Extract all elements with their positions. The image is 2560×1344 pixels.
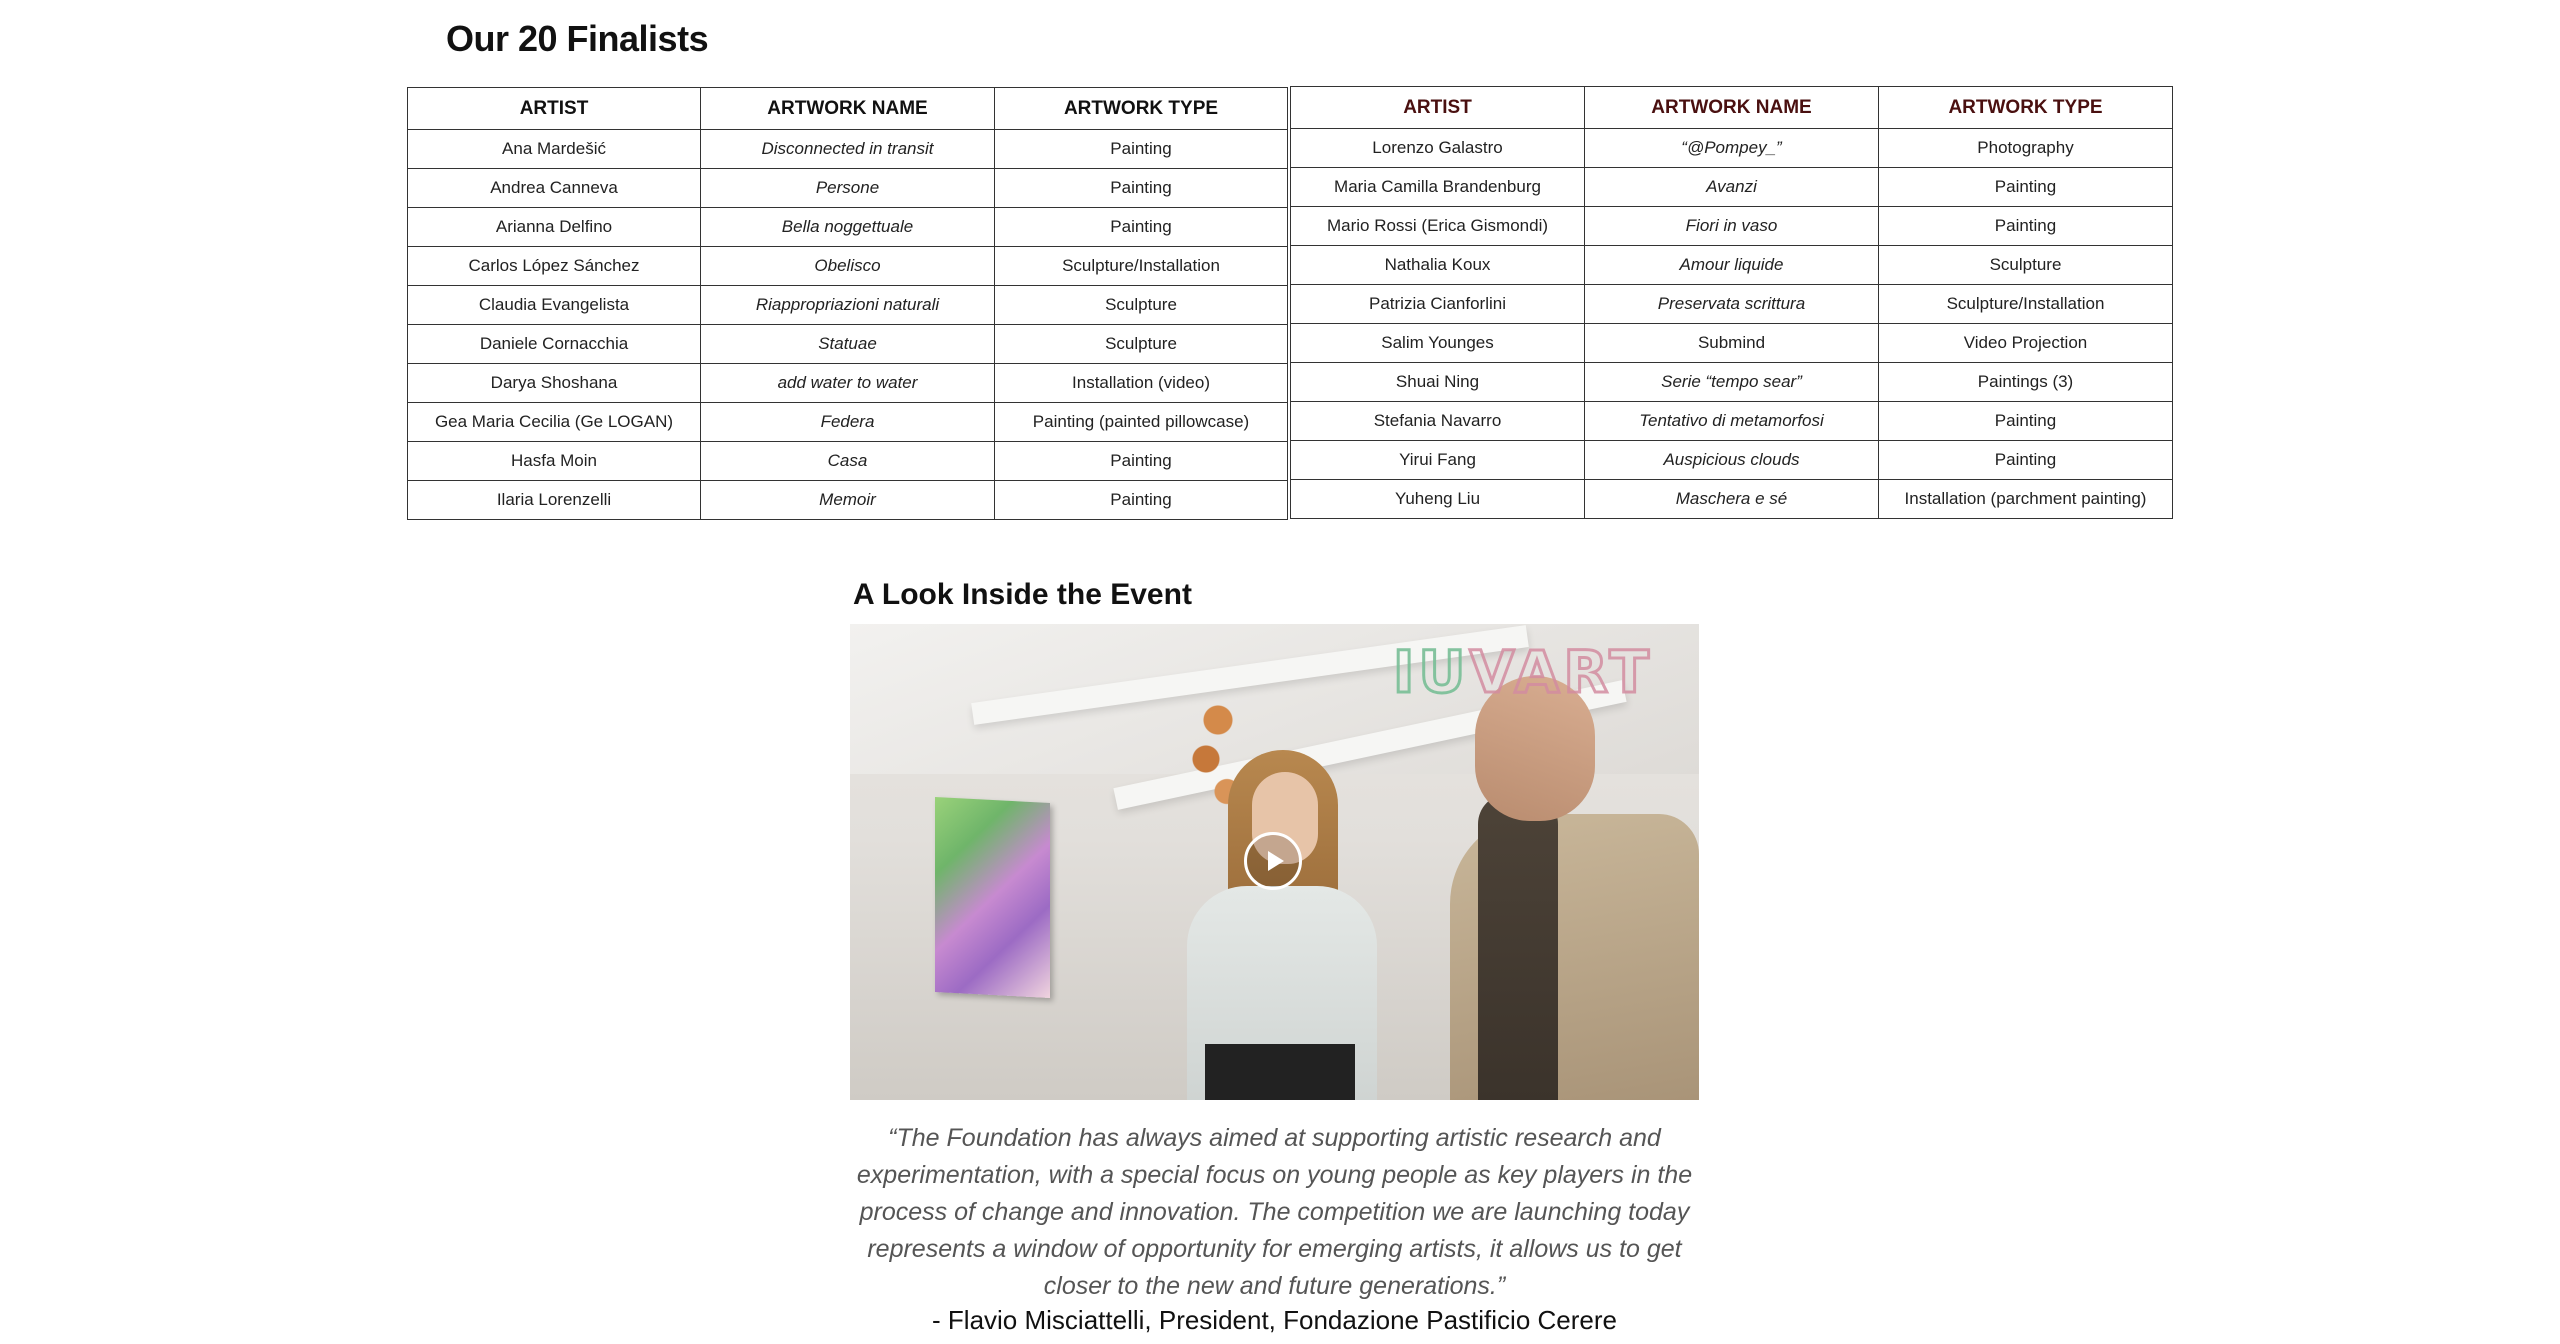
artwork-type-cell: Photography: [1879, 129, 2173, 168]
event-video[interactable]: [850, 624, 1699, 1100]
table-row: [408, 481, 1288, 520]
video-frame-painting: [935, 797, 1050, 998]
artist-cell: Lorenzo Galastro: [1291, 129, 1585, 168]
table-row: [1291, 207, 2173, 246]
artwork-name-cell: Fiori in vaso: [1585, 207, 1879, 246]
table-row: [1291, 285, 2173, 324]
artist-cell: Patrizia Cianforlini: [1291, 285, 1585, 324]
artwork-name-cell: Maschera e sé: [1585, 480, 1879, 519]
artwork-type-cell: Installation (parchment painting): [1879, 480, 2173, 519]
artwork-name-cell: Memoir: [701, 481, 995, 520]
iuvart-logo: IUVART: [1392, 638, 1653, 706]
table-row: [1291, 246, 2173, 285]
finalists-table-left: [407, 87, 1288, 520]
artwork-name-cell: “@Pompey_”: [1585, 129, 1879, 168]
video-frame-person: [1478, 794, 1558, 1100]
artist-cell: Salim Younges: [1291, 324, 1585, 363]
artwork-name-cell: Avanzi: [1585, 168, 1879, 207]
artwork-name-cell: Statuae: [701, 325, 995, 364]
table-row: [1291, 168, 2173, 207]
artwork-type-cell: Painting: [995, 130, 1288, 169]
artist-cell: Maria Camilla Brandenburg: [1291, 168, 1585, 207]
artwork-type-cell: Installation (video): [995, 364, 1288, 403]
table-row: [408, 169, 1288, 208]
table-row: [1291, 441, 2173, 480]
video-frame-person: [1205, 1044, 1355, 1100]
column-header-artwork-name: ARTWORK NAME: [701, 88, 995, 130]
artwork-type-cell: Painting: [995, 208, 1288, 247]
finalists-title: Our 20 Finalists: [446, 18, 709, 59]
artwork-type-cell: Painting (painted pillowcase): [995, 403, 1288, 442]
artwork-type-cell: Sculpture: [995, 286, 1288, 325]
artwork-name-cell: Persone: [701, 169, 995, 208]
table-row: [408, 403, 1288, 442]
artwork-type-cell: Painting: [1879, 168, 2173, 207]
table-row: [1291, 363, 2173, 402]
artist-cell: Yuheng Liu: [1291, 480, 1585, 519]
artwork-type-cell: Sculpture: [995, 325, 1288, 364]
artwork-type-cell: Painting: [1879, 402, 2173, 441]
artist-cell: Daniele Cornacchia: [408, 325, 701, 364]
artwork-type-cell: Paintings (3): [1879, 363, 2173, 402]
artist-cell: Shuai Ning: [1291, 363, 1585, 402]
column-header-artwork-name: ARTWORK NAME: [1585, 87, 1879, 129]
play-icon: [1268, 851, 1284, 871]
artwork-name-cell: Preservata scrittura: [1585, 285, 1879, 324]
artist-cell: Claudia Evangelista: [408, 286, 701, 325]
artist-cell: Stefania Navarro: [1291, 402, 1585, 441]
artwork-type-cell: Painting: [995, 442, 1288, 481]
artwork-name-cell: Submind: [1585, 324, 1879, 363]
artwork-name-cell: Federa: [701, 403, 995, 442]
column-header-artist: ARTIST: [408, 88, 701, 130]
quote-attribution: - Flavio Misciattelli, President, Fondazione Pastificio Cerere: [932, 1305, 1617, 1335]
artwork-name-cell: Auspicious clouds: [1585, 441, 1879, 480]
artist-cell: Ilaria Lorenzelli: [408, 481, 701, 520]
artist-cell: Mario Rossi (Erica Gismondi): [1291, 207, 1585, 246]
table-row: [408, 442, 1288, 481]
artist-cell: Gea Maria Cecilia (Ge LOGAN): [408, 403, 701, 442]
artwork-name-cell: Tentativo di metamorfosi: [1585, 402, 1879, 441]
artwork-type-cell: Painting: [1879, 207, 2173, 246]
table-row: [1291, 129, 2173, 168]
table-row: [1291, 324, 2173, 363]
artwork-name-cell: Amour liquide: [1585, 246, 1879, 285]
artist-cell: Ana Mardešić: [408, 130, 701, 169]
artist-cell: Darya Shoshana: [408, 364, 701, 403]
artwork-type-cell: Painting: [995, 481, 1288, 520]
column-header-artwork-type: ARTWORK TYPE: [995, 88, 1288, 130]
artwork-name-cell: add water to water: [701, 364, 995, 403]
artwork-type-cell: Sculpture/Installation: [1879, 285, 2173, 324]
artwork-name-cell: Disconnected in transit: [701, 130, 995, 169]
play-button[interactable]: [1244, 832, 1302, 890]
artist-cell: Carlos López Sánchez: [408, 247, 701, 286]
table-row: [408, 286, 1288, 325]
artwork-name-cell: Obelisco: [701, 247, 995, 286]
artist-cell: Arianna Delfino: [408, 208, 701, 247]
table-header-row: [408, 88, 1288, 130]
event-section-title: A Look Inside the Event: [853, 578, 1192, 611]
artist-cell: Hasfa Moin: [408, 442, 701, 481]
artwork-name-cell: Riappropriazioni naturali: [701, 286, 995, 325]
table-row: [408, 130, 1288, 169]
artwork-type-cell: Sculpture: [1879, 246, 2173, 285]
table-row: [408, 247, 1288, 286]
artwork-name-cell: Bella noggettuale: [701, 208, 995, 247]
artwork-name-cell: Serie “tempo sear”: [1585, 363, 1879, 402]
artwork-type-cell: Sculpture/Installation: [995, 247, 1288, 286]
artist-cell: Andrea Canneva: [408, 169, 701, 208]
table-row: [408, 364, 1288, 403]
table-row: [408, 208, 1288, 247]
artwork-type-cell: Painting: [1879, 441, 2173, 480]
artwork-type-cell: Painting: [995, 169, 1288, 208]
artwork-type-cell: Video Projection: [1879, 324, 2173, 363]
table-header-row: [1291, 87, 2173, 129]
artist-cell: Yirui Fang: [1291, 441, 1585, 480]
column-header-artist: ARTIST: [1291, 87, 1585, 129]
table-row: [1291, 480, 2173, 519]
event-quote: “The Foundation has always aimed at supporting artistic research and experimentation, with a special focus on young people as key players in the process of change and innovation. The competition we are launching today represents a window of opportunity for emerging artists, it allows us to get closer to the new and future generations.”: [856, 1124, 1693, 1300]
table-row: [1291, 402, 2173, 441]
table-row: [408, 325, 1288, 364]
artwork-name-cell: Casa: [701, 442, 995, 481]
column-header-artwork-type: ARTWORK TYPE: [1879, 87, 2173, 129]
finalists-table-right: [1290, 86, 2173, 519]
artist-cell: Nathalia Koux: [1291, 246, 1585, 285]
